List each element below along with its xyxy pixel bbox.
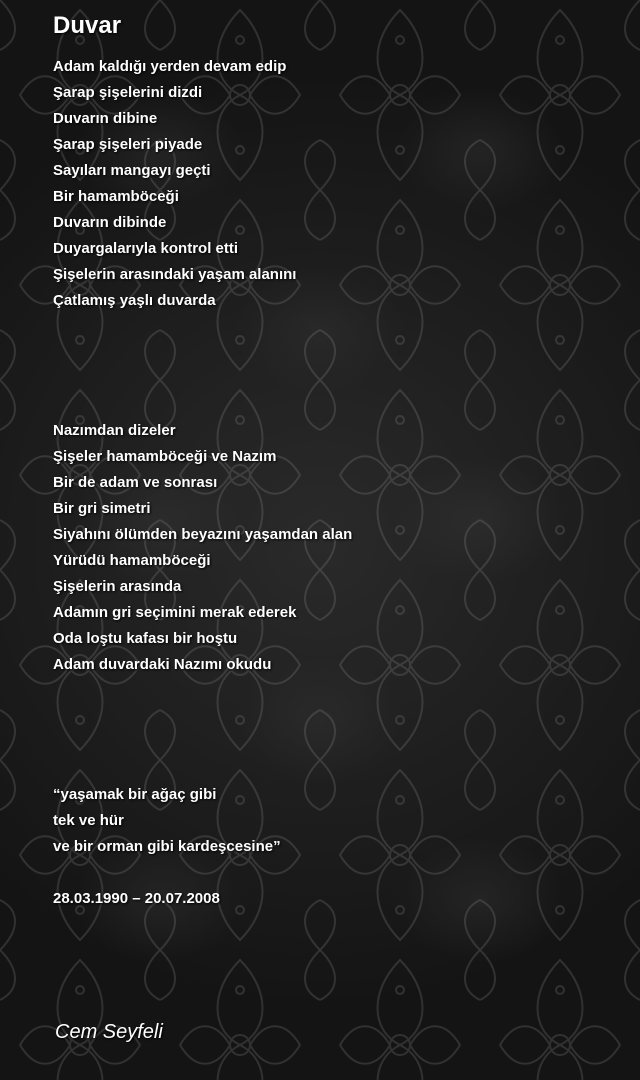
- stanza-gap: [53, 704, 613, 730]
- poem-author: Cem Seyfeli: [55, 1021, 163, 1043]
- poem-line: Sayıları mangayı geçti: [53, 162, 211, 179]
- poem-dates: 28.03.1990 – 20.07.2008: [53, 890, 220, 907]
- poem-line: Şarap şişeleri piyade: [53, 136, 203, 153]
- poem-line: Bir gri simetri: [53, 500, 151, 517]
- poem-container: [53, 10, 613, 912]
- stanza-2: [53, 418, 613, 678]
- poem-line: “yaşamak bir ağaç gibi: [53, 786, 217, 803]
- poem-line: Duvarın dibine: [53, 110, 158, 127]
- stanza-gap: [53, 756, 613, 782]
- stanza-3: [53, 782, 613, 860]
- stanza-1: [53, 54, 613, 314]
- stanza-gap: [53, 678, 613, 704]
- poem-line: Şarap şişelerini dizdi: [53, 84, 203, 101]
- poem-line: ve bir orman gibi kardeşcesine”: [53, 838, 281, 855]
- stanza-gap: [53, 340, 613, 366]
- poem-line: Siyahını ölümden beyazını yaşamdan alan: [53, 526, 353, 543]
- poem-line: Bir de adam ve sonrası: [53, 474, 218, 491]
- stanza-gap: [53, 860, 613, 886]
- stanza-gap: [53, 392, 613, 418]
- stanza-gap: [53, 730, 613, 756]
- poem-line: Duyargalarıyla kontrol etti: [53, 240, 239, 257]
- poem-line: Adam duvardaki Nazımı okudu: [53, 656, 272, 673]
- poem-line: Adamın gri seçimini merak ederek: [53, 604, 297, 621]
- poem-line: Duvarın dibinde: [53, 214, 167, 231]
- poem-title: Duvar: [53, 12, 122, 39]
- poem-line: Şişeler hamamböceği ve Nazım: [53, 448, 277, 465]
- poem-line: Nazımdan dizeler: [53, 422, 176, 439]
- stanza-gap: [53, 314, 613, 340]
- poem-line: Oda loştu kafası bir hoştu: [53, 630, 238, 647]
- poem-line: Yürüdü hamamböceği: [53, 552, 211, 569]
- poem-line: Çatlamış yaşlı duvarda: [53, 292, 216, 309]
- poem-line: Şişelerin arasında: [53, 578, 182, 595]
- poem-line: Adam kaldığı yerden devam edip: [53, 58, 287, 75]
- poem-line: tek ve hür: [53, 812, 124, 829]
- poem-line: Bir hamamböceği: [53, 188, 179, 205]
- stanza-gap: [53, 366, 613, 392]
- poem-line: Şişelerin arasındaki yaşam alanını: [53, 266, 297, 283]
